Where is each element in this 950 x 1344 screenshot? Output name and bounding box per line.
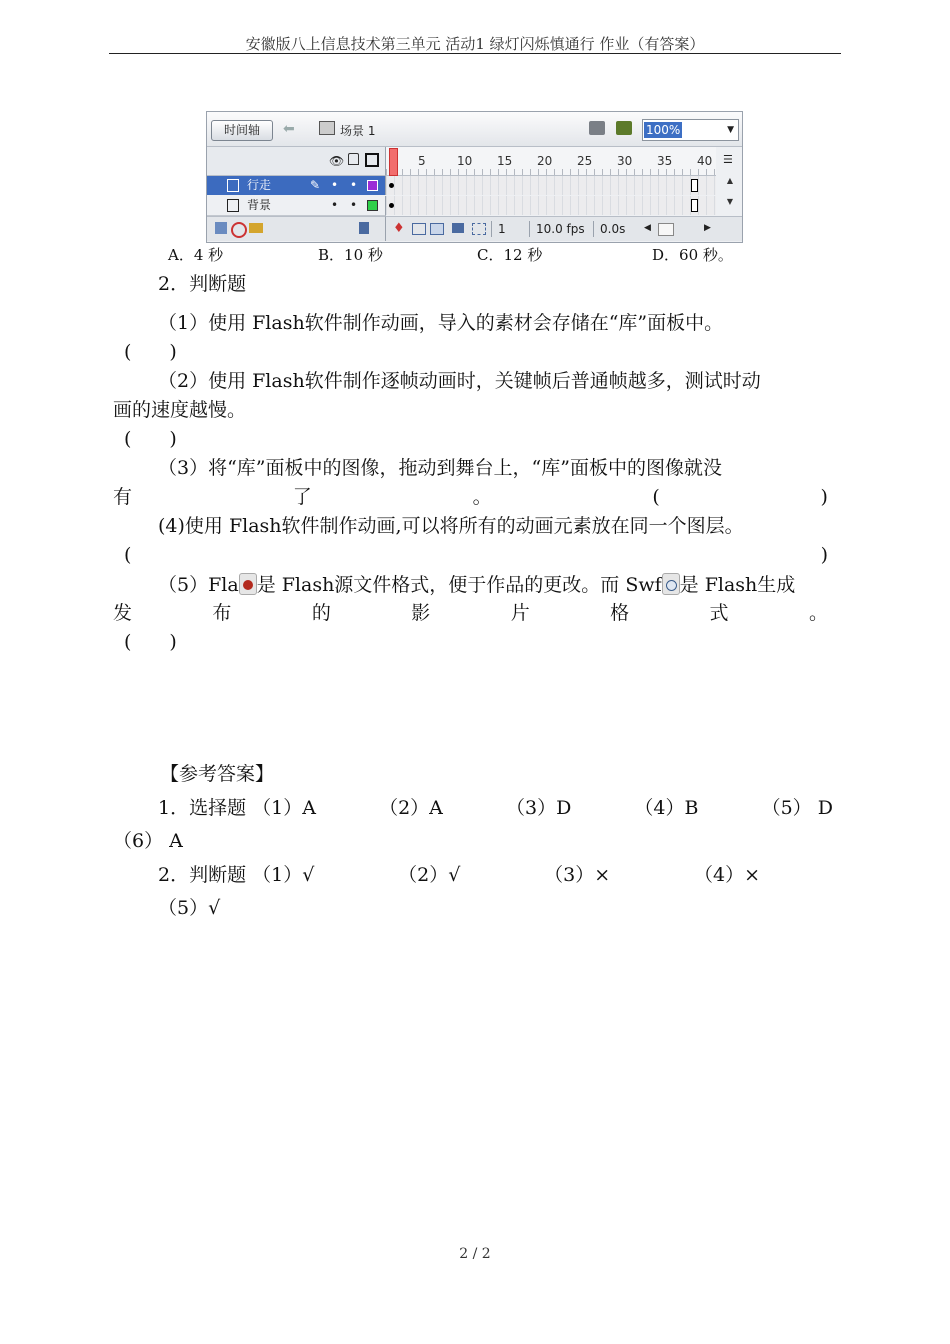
ruler-tick: 30 <box>617 154 633 168</box>
visibility-dot[interactable]: • <box>331 198 339 212</box>
judge-q5-line2 <box>113 602 828 624</box>
scroll-thumb[interactable] <box>658 223 674 236</box>
edit-scene-icon[interactable] <box>589 121 605 135</box>
outline-color-swatch[interactable] <box>367 180 378 191</box>
option-c: C．12 秒 <box>477 246 543 264</box>
back-arrow-icon[interactable]: ⬅ <box>283 121 295 137</box>
zoom-select[interactable] <box>642 119 739 141</box>
scroll-down-icon[interactable]: ▼ <box>726 197 734 206</box>
end-frame[interactable] <box>691 179 698 192</box>
visibility-dot[interactable]: • <box>331 178 339 192</box>
page-number: 2 / 2 <box>459 1246 491 1262</box>
keyframe[interactable] <box>389 183 394 188</box>
text-fragment: 。 <box>472 486 492 508</box>
judge-heading: 2．判断题 <box>158 273 247 295</box>
vertical-scrollbar[interactable] <box>720 176 740 215</box>
layer-row-walk[interactable] <box>207 176 386 195</box>
text-fragment: 了 <box>292 486 312 508</box>
edit-symbol-icon[interactable] <box>616 121 632 135</box>
timeline-panel <box>206 111 743 243</box>
text-fragment: 。 <box>808 602 828 624</box>
layer-icon <box>227 179 239 192</box>
ruler-tick: 40 <box>697 154 713 168</box>
ruler-tick: 25 <box>577 154 593 168</box>
frame-rate[interactable]: 10.0 fps <box>529 221 588 237</box>
answer-item: （2）A <box>379 797 443 819</box>
text-fragment: ( <box>652 486 660 508</box>
text-fragment: 有 <box>113 486 133 508</box>
layers-header <box>207 147 386 176</box>
chevron-down-icon: ▼ <box>727 125 734 135</box>
answer-item: 2．判断题 （1）√ <box>158 864 315 886</box>
layer-row-background[interactable] <box>207 196 386 216</box>
end-frame[interactable] <box>691 199 698 212</box>
ruler-tick: 20 <box>537 154 553 168</box>
add-guide-layer-icon[interactable] <box>231 222 247 238</box>
option-a: A．4 秒 <box>168 246 224 264</box>
eye-icon[interactable]: 👁 <box>329 154 345 168</box>
judge-q4: (4)使用 Flash软件制作动画,可以将所有的动画元素放在同一个图层。 <box>158 515 744 537</box>
text-fragment: （5）Fla <box>158 574 239 596</box>
layer-name: 行走 <box>247 178 272 192</box>
judge-q1: （1）使用 Flash软件制作动画，导入的素材会存储在“库”面板中。 <box>158 312 724 334</box>
add-folder-icon[interactable] <box>249 223 263 233</box>
current-frame: 1 <box>491 221 528 237</box>
onion-skin-icon[interactable] <box>412 223 426 235</box>
outline-icon[interactable] <box>365 153 379 167</box>
zoom-value: 100% <box>646 123 681 137</box>
header-title: 安徽版八上信息技术第三单元 活动1 绿灯闪烁慎通行 作业（有答案） <box>245 35 705 53</box>
answers-line1 <box>158 797 833 819</box>
edit-multiple-frames-icon[interactable] <box>452 223 464 233</box>
answer-item: （3）D <box>505 797 572 819</box>
ruler-tick: 15 <box>497 154 513 168</box>
judge-q4-paren <box>124 544 828 566</box>
frames-row-background[interactable] <box>386 196 716 215</box>
text-fragment: 发 <box>113 602 133 624</box>
judge-q3-line1: （3）将“库”面板中的图像，拖动到舞台上，“库”面板中的图像就没 <box>158 457 722 479</box>
judge-q5-paren: ( ) <box>124 631 177 653</box>
text-fragment: 格 <box>610 602 630 624</box>
answer-item: （4）× <box>693 864 760 886</box>
judge-q5-line1 <box>158 573 795 596</box>
text-fragment: 布 <box>212 602 232 624</box>
judge-q2-line2: 画的速度越慢。 <box>113 399 247 421</box>
option-b: B．10 秒 <box>318 246 383 264</box>
judge-q3-line2 <box>113 486 828 508</box>
text-fragment: 的 <box>311 602 331 624</box>
timeline-menu-icon[interactable]: ☰ <box>723 153 733 166</box>
onion-skin-outline-icon[interactable] <box>430 223 444 235</box>
answers-line3 <box>158 864 760 886</box>
judge-q2-paren: ( ) <box>124 428 177 450</box>
layer-icon <box>227 199 239 212</box>
keyframe[interactable] <box>389 203 394 208</box>
answer-item: （5） D <box>761 797 833 819</box>
scene-label[interactable]: 场景 1 <box>340 124 376 138</box>
paren-close: ) <box>820 544 828 566</box>
lock-icon[interactable] <box>348 153 359 165</box>
frame-ruler[interactable] <box>386 147 716 176</box>
horizontal-scrollbar[interactable] <box>644 222 714 236</box>
swf-file-icon <box>662 573 680 595</box>
scroll-up-icon[interactable]: ▲ <box>726 176 734 185</box>
text-fragment: 影 <box>411 602 431 624</box>
ruler-tick: 5 <box>418 154 426 168</box>
ruler-tick: 10 <box>457 154 473 168</box>
lock-dot[interactable]: • <box>350 198 358 212</box>
frames-row-walk[interactable] <box>386 176 716 195</box>
paren-open: ( <box>124 544 132 566</box>
modify-markers-icon[interactable] <box>472 223 486 235</box>
judge-q1-paren: ( ) <box>124 341 177 363</box>
elapsed-time: 0.0s <box>593 221 636 237</box>
text-fragment: 式 <box>709 602 729 624</box>
timeline-toolbar <box>207 112 742 147</box>
answers-line4: （5）√ <box>158 897 221 919</box>
scroll-left-icon[interactable]: ◀ <box>644 223 651 233</box>
layer-name: 背景 <box>247 198 272 212</box>
answers-heading: 【参考答案】 <box>160 763 275 785</box>
judge-q2-line1: （2）使用 Flash软件制作逐帧动画时，关键帧后普通帧越多，测试时动 <box>158 370 761 392</box>
timeline-tab[interactable]: 时间轴 <box>211 120 273 141</box>
answer-item: （4）B <box>634 797 699 819</box>
fla-file-icon <box>239 573 257 595</box>
outline-color-swatch[interactable] <box>367 200 378 211</box>
answers-line2: （6） A <box>113 830 183 852</box>
playhead[interactable] <box>389 148 398 176</box>
center-frame-icon[interactable]: ♦ <box>393 221 405 236</box>
answer-item: （2）√ <box>398 864 461 886</box>
text-fragment: 片 <box>510 602 530 624</box>
text-fragment: ) <box>820 486 828 508</box>
pencil-icon: ✎ <box>310 178 321 192</box>
header-rule <box>109 53 841 54</box>
trash-icon[interactable] <box>359 222 369 234</box>
layer-toolbar <box>207 216 386 241</box>
answer-item: 1．选择题 （1）A <box>158 797 316 819</box>
answer-item: （3）× <box>544 864 611 886</box>
lock-dot[interactable]: • <box>350 178 358 192</box>
scroll-right-icon[interactable]: ▶ <box>704 223 711 233</box>
add-layer-icon[interactable] <box>215 222 227 234</box>
scene-icon <box>319 121 335 135</box>
ruler-tick: 35 <box>657 154 673 168</box>
text-fragment: 是 Flash源文件格式，便于作品的更改。而 Swf <box>256 574 662 596</box>
frame-toolbar <box>386 216 742 241</box>
text-fragment: 是 Flash生成 <box>679 574 796 596</box>
option-d: D．60 秒。 <box>652 246 733 264</box>
